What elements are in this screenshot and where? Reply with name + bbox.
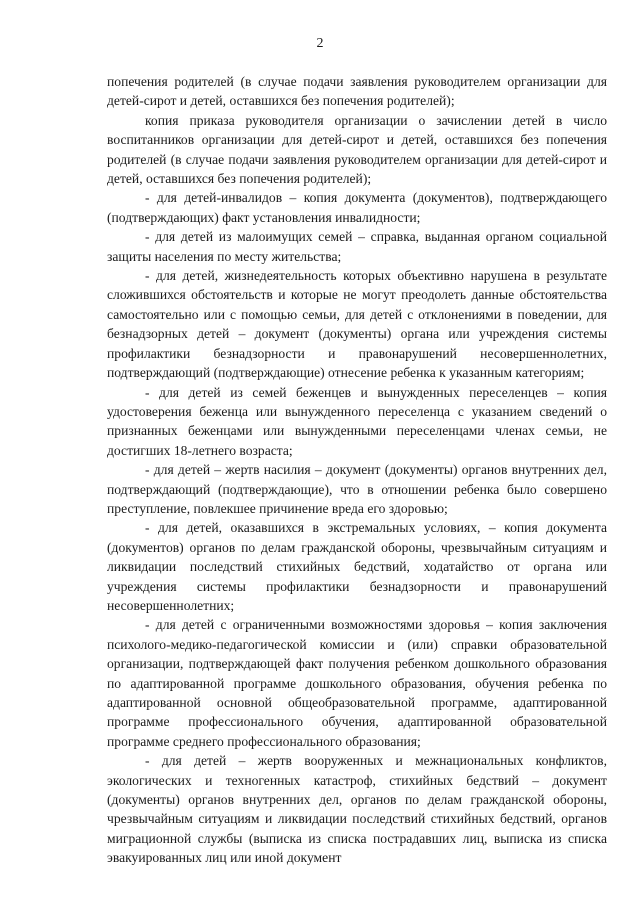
paragraph: - для детей из семей беженцев и вынужденных переселенцев – копия удостоверения беженца или вынужденного переселенца с указанием сведений о признанных беженцами или вынужденными переселенцами членах семьи, не достигших 18-летнего возраста;: [107, 384, 607, 458]
page-number: 2: [316, 36, 324, 51]
paragraph: - для детей с ограниченными возможностями здоровья – копия заключения психолого-медико-педагогической комиссии и (или) справки образовательной организации, подтверждающей факт получения ребенком дошкольного образования по адаптированной программе дошкольного образования, обучения ребенка по адаптированной основной общеобразовательной программе, адаптированной программе профессионального обучения, адаптированной образовательной программе среднего профессионального образования;: [107, 617, 607, 749]
paragraph: - для детей, оказавшихся в экстремальных условиях, – копия документа (документов) органов по делам гражданской обороны, чрезвычайным ситуациям и ликвидации последствий стихийных бедствий, ходатайство от органа или учреждения системы профилактики безнадзорности и правонарушений несовершеннолетних;: [107, 520, 607, 613]
paragraph: - для детей-инвалидов – копия документа (документов), подтверждающего (подтверждающих) факт установления инвалидности;: [107, 190, 607, 225]
paragraph: копия приказа руководителя организации о зачислении детей в число воспитанников организации для детей-сирот и детей, оставшихся без попечения родителей (в случае подачи заявления руководителем организации для детей-сирот и детей, оставшихся без попечения родителей);: [107, 112, 607, 187]
paragraph: - для детей, жизнедеятельность которых объективно нарушена в результате сложившихся обстоятельств и которые не могут преодолеть данные обстоятельства самостоятельно или с помощью семьи, для детей с отклонениями в поведении, для безнадзорных детей – документ (документы) органа или учреждения системы профилактики безнадзорности и правонарушений несовершеннолетних, подтверждающий (подтверждающие) отнесение ребенка к указанным категориям;: [107, 268, 607, 381]
paragraph: - для детей – жертв насилия – документ (документы) органов внутренних дел, подтверждающий (подтверждающие), что в отношении ребенка было совершено преступление, повлекшее причинение вреда его здоровью;: [107, 462, 607, 516]
paragraph: - для детей – жертв вооруженных и межнациональных конфликтов, экологических и техногенных катастроф, стихийных бедствий – документ (документы) органов внутренних дел, органов по делам гражданской обороны, чрезвычайным ситуациям и ликвидации последствий стихийных бедствий, органов миграционной службы (выписка из списка пострадавших лиц, выписка из списка эвакуированных лиц или иной документ: [107, 753, 607, 866]
document-body: [107, 72, 607, 868]
paragraph: попечения родителей (в случае подачи заявления руководителем организации для детей-сирот и детей, оставшихся без попечения родителей);: [107, 74, 607, 109]
paragraph: - для детей из малоимущих семей – справка, выданная органом социальной защиты населения по месту жительства;: [107, 229, 607, 264]
